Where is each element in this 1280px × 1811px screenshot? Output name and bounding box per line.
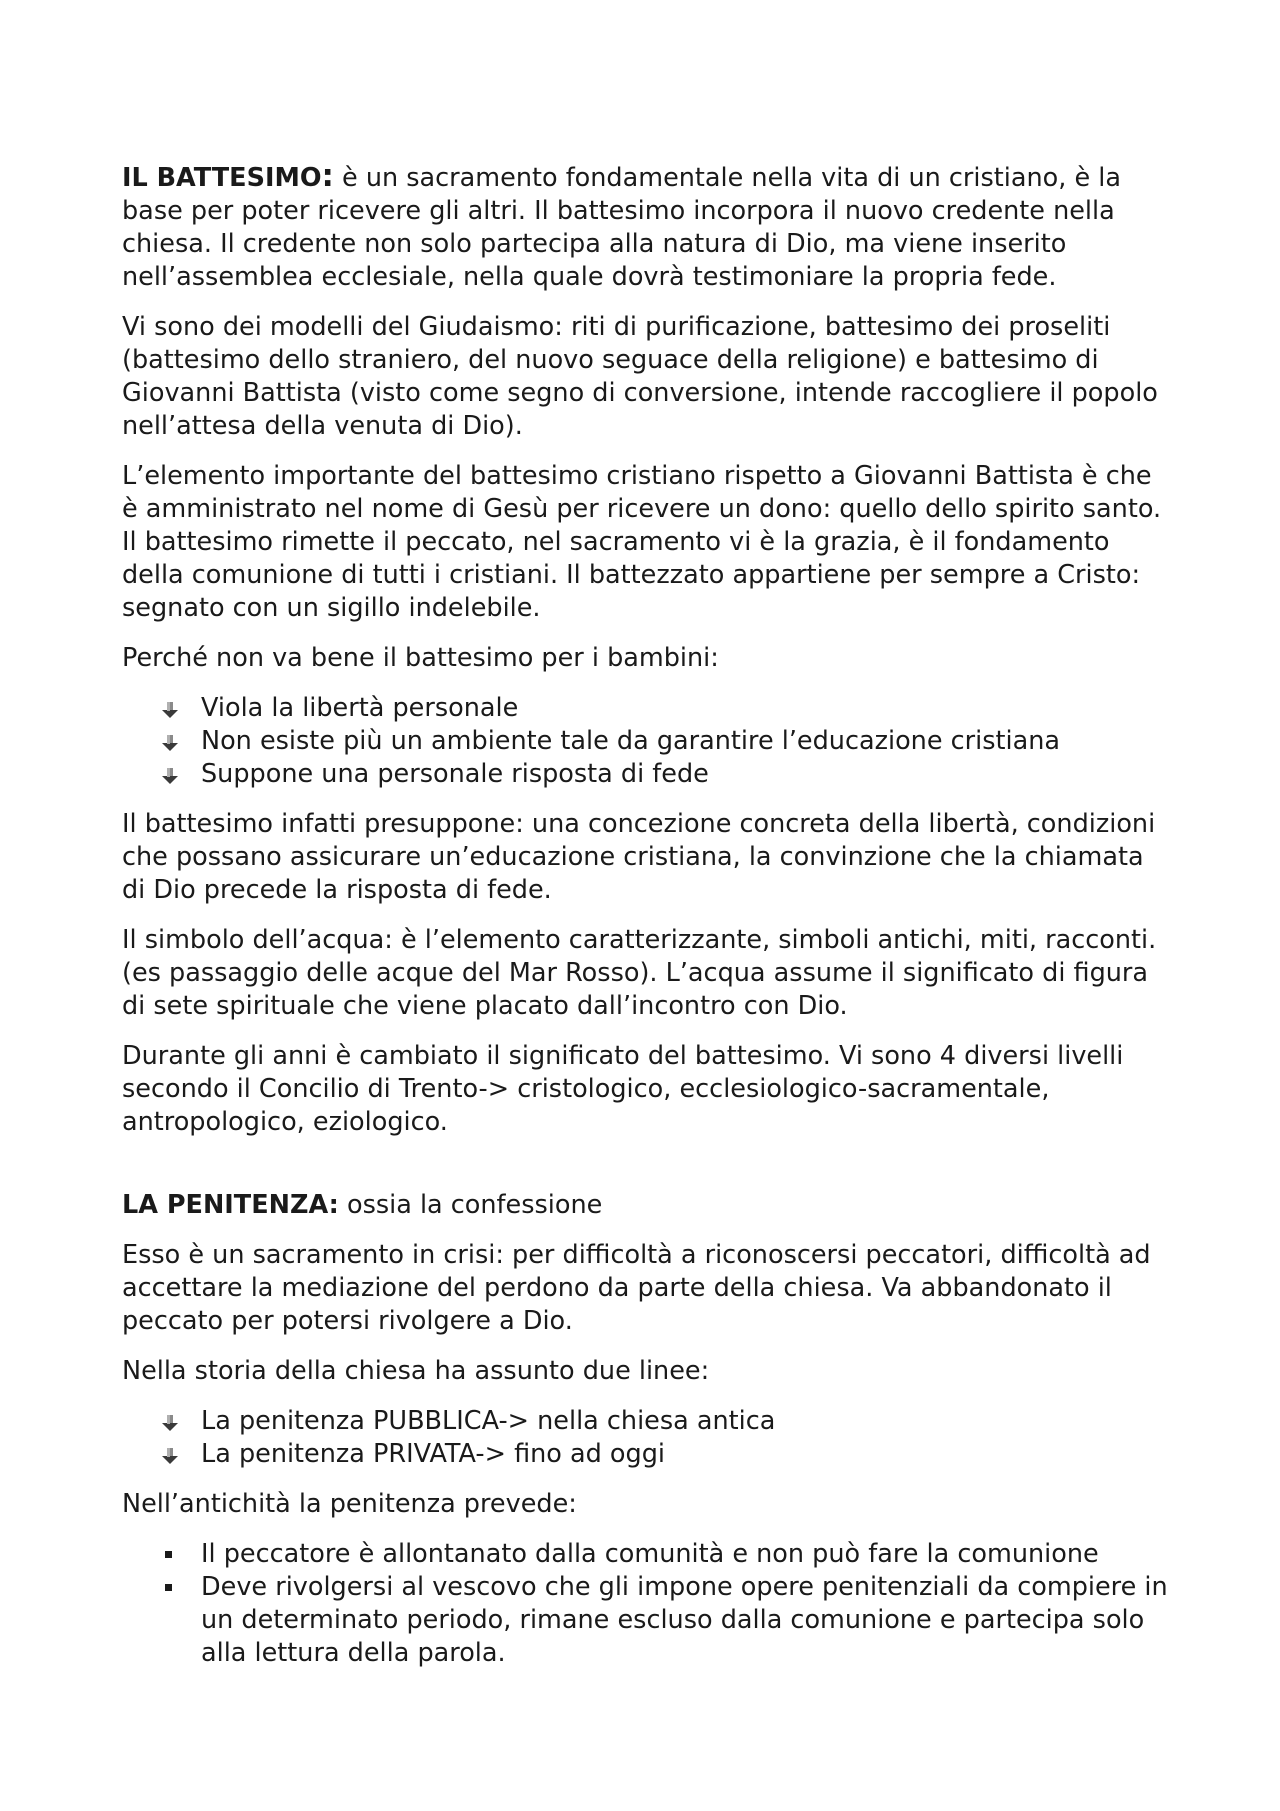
list-item-text: Viola la libertà personale	[201, 693, 519, 723]
list-item-text: La penitenza PRIVATA-> fino ad oggi	[201, 1439, 665, 1469]
list-item	[122, 1538, 1172, 1571]
down-arrow-bullet-icon	[161, 701, 179, 719]
battesimo-heading: IL BATTESIMO	[122, 163, 322, 193]
battesimo-intro-paragraph	[122, 160, 1172, 294]
list-item	[122, 725, 1172, 758]
section-spacer	[122, 1156, 1172, 1189]
penitenza-storia-paragraph: Nella storia della chiesa ha assunto due linee:	[122, 1356, 710, 1386]
list-item	[122, 1438, 1172, 1471]
list-item-text: Non esiste più un ambiente tale da garantire l’educazione cristiana	[201, 726, 1061, 756]
down-arrow-bullet-icon	[161, 734, 179, 752]
bambini-bullet-list	[122, 692, 1172, 791]
penitenza-heading-rest: ossia la confessione	[338, 1190, 603, 1220]
battesimo-modelli-paragraph: Vi sono dei modelli del Giudaismo: riti di purificazione, battesimo dei proseliti (battesimo dello straniero, del nuovo seguace della religione) e battesimo di Giovanni Battista (visto come segno di conversione, intende raccogliere il popolo nell’attesa della venuta di Dio).	[122, 312, 1158, 441]
list-item	[122, 1571, 1172, 1670]
list-item-text: Il peccatore è allontanato dalla comunità e non può fare la comunione	[201, 1539, 1099, 1569]
list-item	[122, 758, 1172, 791]
battesimo-elemento-paragraph: L’elemento importante del battesimo cristiano rispetto a Giovanni Battista è che è amministrato nel nome di Gesù per ricevere un dono: quello dello spirito santo. Il battesimo rimette il peccato, nel sacramento vi è la grazia, è il fondamento della comunione di tutti i cristiani. Il battezzato appartiene per sempre a Cristo: segnato con un sigillo indelebile.	[122, 461, 1162, 623]
battesimo-bambini-paragraph: Perché non va bene il battesimo per i bambini:	[122, 643, 719, 673]
antichita-bullet-list	[122, 1538, 1172, 1670]
penitenza-antichita-paragraph: Nell’antichità la penitenza prevede:	[122, 1489, 577, 1519]
penitenza-heading-paragraph	[122, 1189, 1172, 1222]
list-item	[122, 692, 1172, 725]
down-arrow-bullet-icon	[161, 1447, 179, 1465]
battesimo-heading-colon: :	[321, 158, 334, 194]
list-item-text: Suppone una personale risposta di fede	[201, 759, 709, 789]
list-item-text: Deve rivolgersi al vescovo che gli impone opere penitenziali da compiere in un determinato periodo, rimane escluso dalla comunione e partecipa solo alla lettura della parola.	[201, 1572, 1168, 1668]
down-arrow-bullet-icon	[161, 767, 179, 785]
list-item-text: La penitenza PUBBLICA-> nella chiesa antica	[201, 1406, 776, 1436]
linee-bullet-list	[122, 1405, 1172, 1471]
list-item	[122, 1405, 1172, 1438]
penitenza-crisi-paragraph: Esso è un sacramento in crisi: per difficoltà a riconoscersi peccatori, difficoltà ad accettare la mediazione del perdono da parte della chiesa. Va abbandonato il peccato per potersi rivolgere a Dio.	[122, 1240, 1151, 1336]
battesimo-presuppone-paragraph: Il battesimo infatti presuppone: una concezione concreta della libertà, condizioni che possano assicurare un’educazione cristiana, la convinzione che la chiamata di Dio precede la risposta di fede.	[122, 809, 1156, 905]
square-bullet-icon	[165, 1551, 172, 1558]
battesimo-anni-paragraph: Durante gli anni è cambiato il significato del battesimo. Vi sono 4 diversi livelli secondo il Concilio di Trento-> cristologico, ecclesiologico-sacramentale, antropologico, eziologico.	[122, 1041, 1124, 1137]
battesimo-intro-text: è un sacramento fondamentale nella vita di un cristiano, è la base per poter ricevere gli altri. Il battesimo incorpora il nuovo credente nella chiesa. Il credente non solo partecipa alla natura di Dio, ma viene inserito nell’assemblea ecclesiale, nella quale dovrà testimoniare la propria fede.	[122, 163, 1121, 292]
square-bullet-icon	[165, 1584, 172, 1591]
battesimo-acqua-paragraph: Il simbolo dell’acqua: è l’elemento caratterizzante, simboli antichi, miti, racconti. (es passaggio delle acque del Mar Rosso). L’acqua assume il significato di figura di sete spirituale che viene placato dall’incontro con Dio.	[122, 925, 1157, 1021]
down-arrow-bullet-icon	[161, 1414, 179, 1432]
penitenza-heading: LA PENITENZA:	[122, 1190, 339, 1220]
document-page	[122, 160, 1172, 1687]
